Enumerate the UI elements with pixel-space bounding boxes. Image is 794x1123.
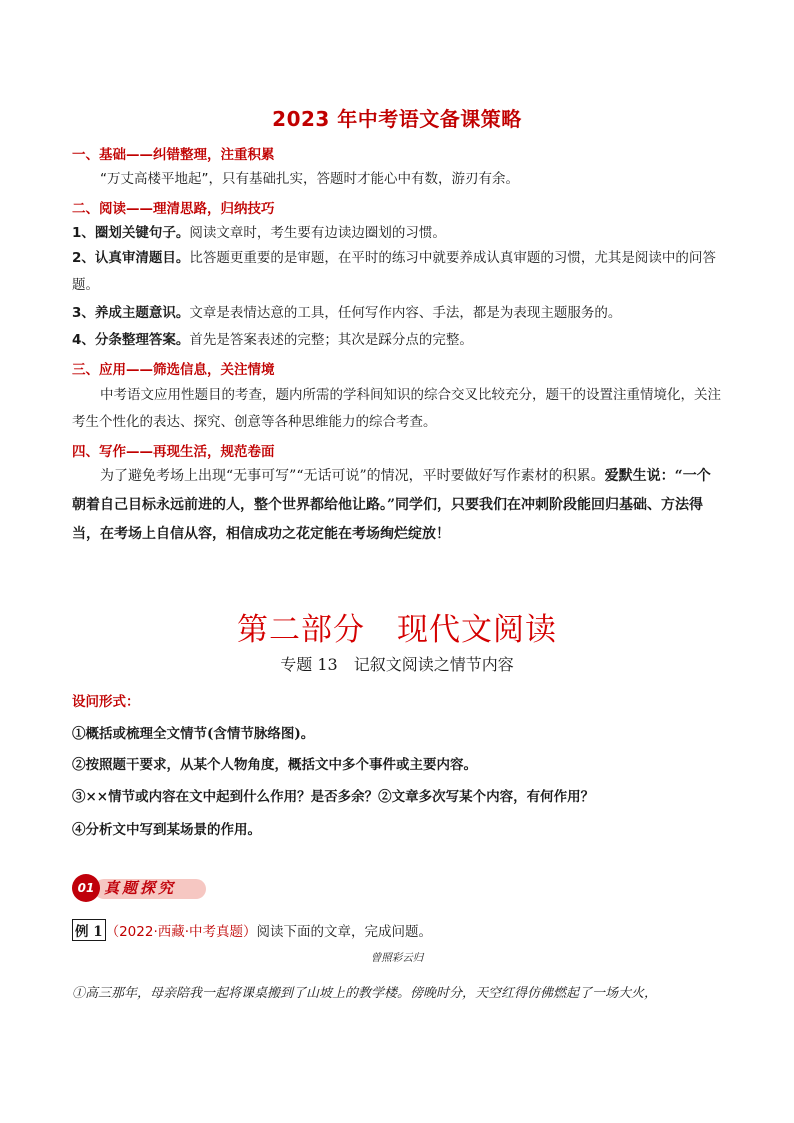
reading-item-4-lead: 4、分条整理答案。 xyxy=(72,332,190,348)
topic-title: 专题 13 记叙文阅读之情节内容 xyxy=(280,655,514,674)
reading-item-4 xyxy=(72,327,724,354)
example-header xyxy=(72,919,432,941)
part-title: 第二部分 现代文阅读 xyxy=(237,612,557,648)
example-label: 例 1 xyxy=(72,919,106,941)
question-form-2: ②按照题干要求，从某个人物角度，概括文中多个事件或主要内容。 xyxy=(72,757,477,773)
question-form-4: ④分析文中写到某场景的作用。 xyxy=(72,822,261,838)
writing-body-b: 爱默生说：“一个朝着自己目标永远前进的人，整个世界都给他让路。”同学们，只要我们在冲刺阶段能回归基础、方法得当，在考场上自信从容，相信成功之花定能在考场绚烂绽放！ xyxy=(72,468,711,542)
question-form-3: ③××情节或内容在文中起到什么作用？是否多余？②文章多次写某个内容，有何作用？ xyxy=(72,789,595,805)
section-body-writing xyxy=(72,462,724,549)
example-instruction: 阅读下面的文章，完成问题。 xyxy=(256,924,433,940)
question-forms-label: 设问形式： xyxy=(72,694,140,710)
reading-item-1-lead: 1、圈划关键句子。 xyxy=(72,225,190,241)
reading-item-3-lead: 3、养成主题意识。 xyxy=(72,305,190,321)
example-source: （2022·西藏·中考真题） xyxy=(105,924,257,940)
reading-item-1-text: 阅读文章时，考生要有边读边圈划的习惯。 xyxy=(189,225,446,241)
reading-item-1 xyxy=(72,220,724,247)
banner-text: 真题探究 xyxy=(104,879,177,897)
section-body-application: 中考语文应用性题目的考查，题内所需的学科间知识的综合交叉比较充分，题干的设置注重情境化，关注考生个性化的表达、探究、创意等各种思维能力的综合考查。 xyxy=(72,387,721,430)
reading-item-2-text: 比答题更重要的是审题，在平时的练习中就要养成认真审题的习惯，尤其是阅读中的问答题。 xyxy=(72,250,716,293)
reading-item-2 xyxy=(72,245,724,299)
article-title: 曾照彩云归 xyxy=(370,952,424,964)
reading-item-4-text: 首先是答案表述的完整；其次是踩分点的完整。 xyxy=(189,332,473,348)
document-title: 2023 年中考语文备课策略 xyxy=(272,107,522,131)
article-first-line: ①高三那年，母亲陪我一起将课桌搬到了山坡上的教学楼。傍晚时分，天空红得仿佛燃起了一场大火， xyxy=(72,986,658,1001)
section-body-basics: “万丈高楼平地起”，只有基础扎实，答题时才能心中有数，游刃有余。 xyxy=(100,171,519,187)
reading-item-3 xyxy=(72,300,724,327)
writing-body-a: 为了避免考场上出现“无事可写”“无话可说”的情况，平时要做好写作素材的积累。 xyxy=(100,468,605,484)
section-heading-writing: 四、写作——再现生活，规范卷面 xyxy=(72,444,275,460)
reading-item-2-lead: 2、认真审清题目。 xyxy=(72,250,190,266)
banner-number: 01 xyxy=(72,874,100,902)
reading-item-3-text: 文章是表情达意的工具，任何写作内容、手法，都是为表现主题服务的。 xyxy=(189,305,622,321)
section-heading-basics: 一、基础——纠错整理，注重积累 xyxy=(72,147,275,163)
section-banner xyxy=(72,874,212,904)
section-heading-application: 三、应用——筛选信息，关注情境 xyxy=(72,362,275,378)
section-heading-reading: 二、阅读——理清思路，归纳技巧 xyxy=(72,201,275,217)
question-form-1: ①概括或梳理全文情节(含情节脉络图)。 xyxy=(72,726,315,742)
